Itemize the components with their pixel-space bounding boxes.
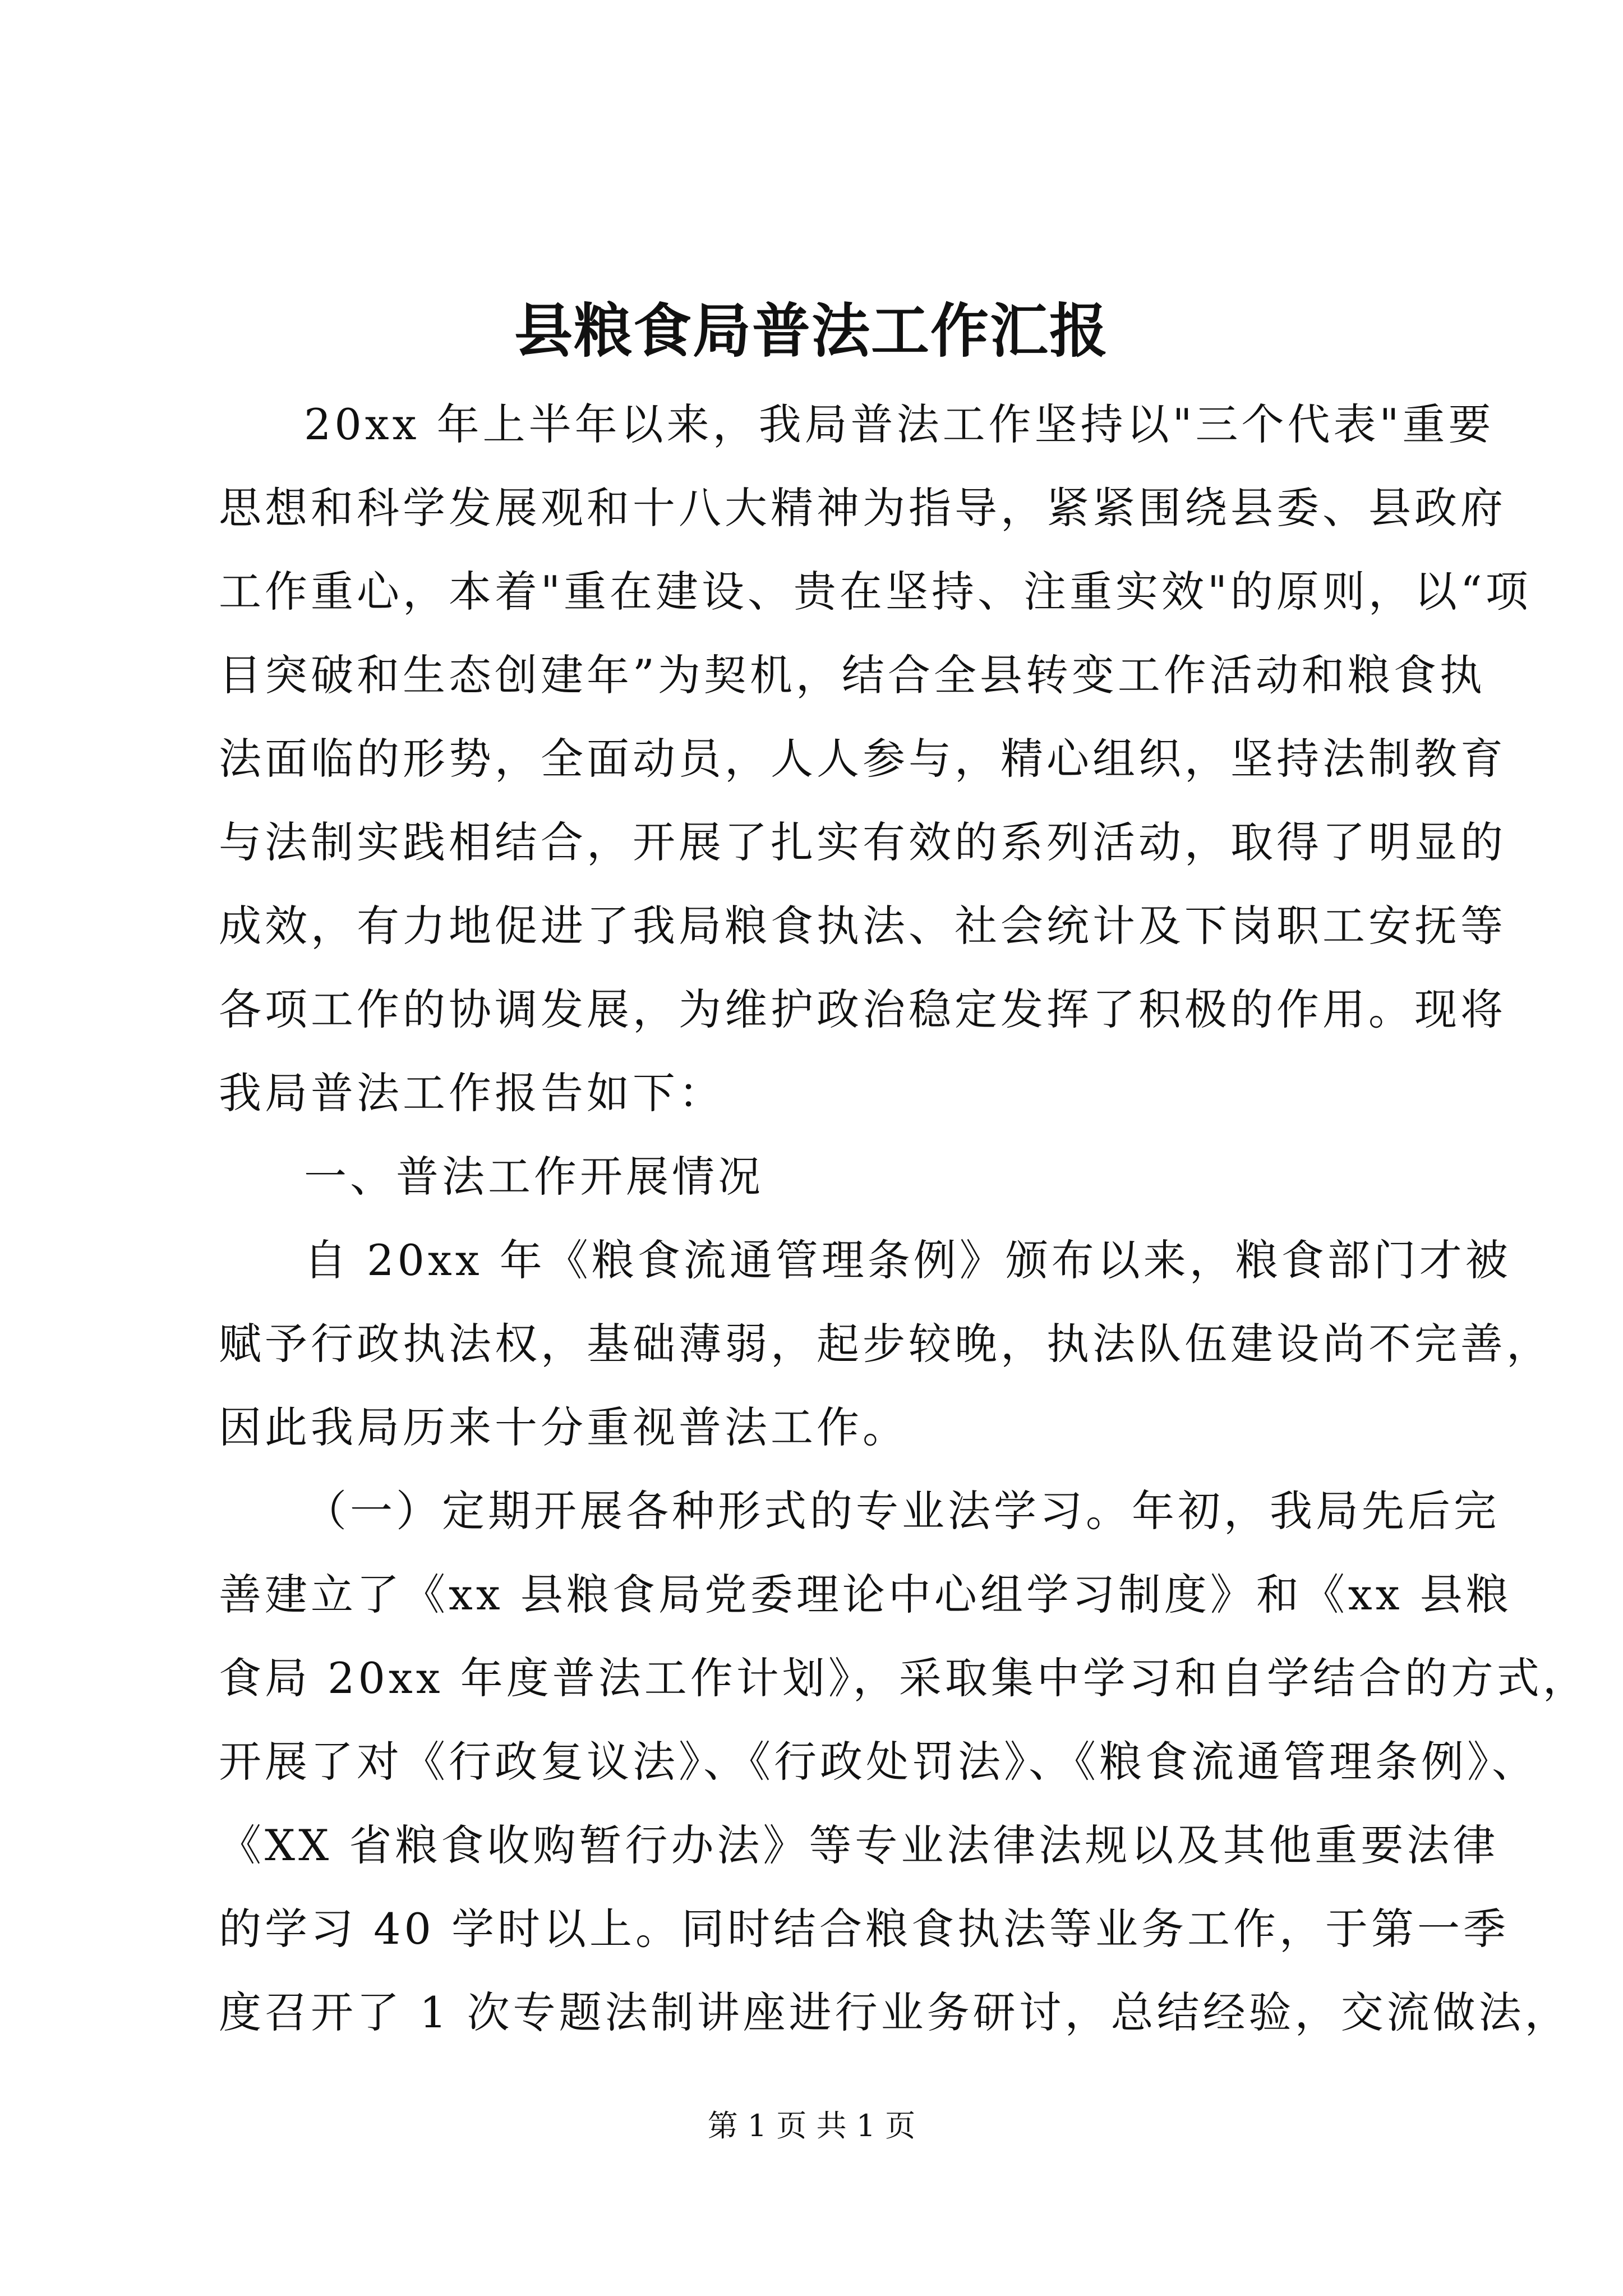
- paragraph-line: 各项工作的协调发展，为维护政治稳定发挥了积极的作用。现将: [219, 984, 1506, 1034]
- paragraph-line: 20xx 年上半年以来，我局普法工作坚持以"三个代表"重要: [304, 399, 1495, 449]
- paragraph-line: 法面临的形势，全面动员，人人参与，精心组织，坚持法制教育: [219, 734, 1506, 784]
- paragraph-line: 的学习 40 学时以上。同时结合粮食执法等业务工作，于第一季: [219, 1904, 1510, 1954]
- paragraph-line: 因此我局历来十分重视普法工作。: [219, 1402, 909, 1452]
- paragraph-line: 自 20xx 年《粮食流通管理条例》颁布以来，粮食部门才被: [304, 1235, 1511, 1285]
- paragraph-line: 与法制实践相结合，开展了扎实有效的系列活动，取得了明显的: [219, 817, 1506, 867]
- paragraph-line: 思想和科学发展观和十八大精神为指导，紧紧围绕县委、县政府: [219, 483, 1506, 533]
- page-footer: 第 1 页 共 1 页: [707, 2108, 916, 2143]
- paragraph-line: 《XX 省粮食收购暂行办法》等专业法律法规以及其他重要法律: [219, 1820, 1499, 1870]
- paragraph-line: 度召开了 1 次专题法制讲座进行业务研讨，总结经验，交流做法，: [219, 1987, 1571, 2037]
- paragraph-line: 目突破和生态创建年”为契机，结合全县转变工作活动和粮食执: [219, 650, 1486, 700]
- paragraph-line: 善建立了《xx 县粮食局党委理论中心组学习制度》和《xx 县粮: [219, 1570, 1512, 1619]
- paragraph-line: 工作重心，本着"重在建设、贵在坚持、注重实效"的原则，以“项: [219, 567, 1532, 616]
- paragraph-line: 成效，有力地促进了我局粮食执法、社会统计及下岗职工安抚等: [219, 901, 1506, 951]
- document-title: 县粮食局普法工作汇报: [514, 296, 1109, 365]
- paragraph-line: 食局 20xx 年度普法工作计划》，采取集中学习和自学结合的方式，: [219, 1653, 1589, 1703]
- paragraph-line: 我局普法工作报告如下：: [219, 1068, 725, 1118]
- section-heading: 一、普法工作开展情况: [304, 1152, 764, 1202]
- paragraph-line: 赋予行政执法权，基础薄弱，起步较晚，执法队伍建设尚不完善，: [219, 1319, 1552, 1369]
- document-body: [219, 383, 1589, 2054]
- paragraph-line: 开展了对《行政复议法》、《行政处罚法》、《粮食流通管理条例》、: [219, 1737, 1538, 1787]
- subsection-line: （一）定期开展各种形式的专业法学习。年初，我局先后完: [304, 1486, 1500, 1536]
